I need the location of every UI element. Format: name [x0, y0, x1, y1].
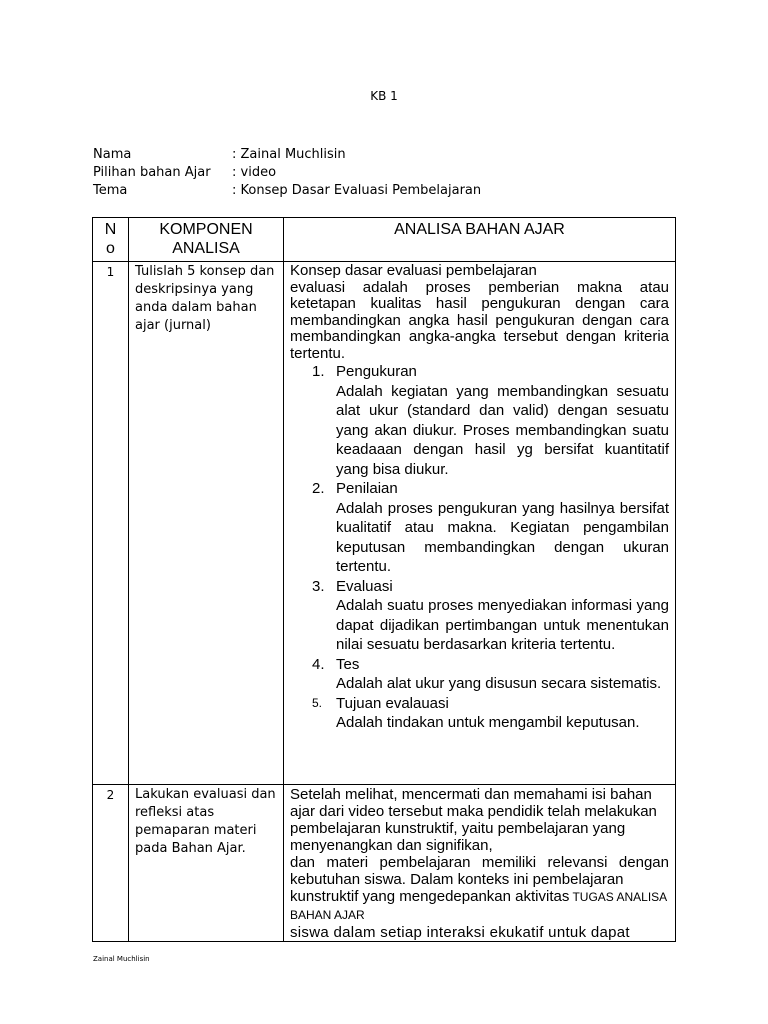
info-row-nama — [93, 146, 481, 164]
item-number: 1. — [312, 363, 325, 380]
item-description: Adalah proses pengukuran yang hasilnya bersifat kualitatif atau makna. Kegiatan pengambilan keputusan membandingkan dengan ukuran tertentu. — [336, 499, 669, 575]
analisa-paragraph-f: siswa dalam setiap interaksi ekukatif untuk dapat — [290, 924, 630, 941]
info-value: : Zainal Muchlisin — [232, 147, 346, 162]
header-komponen-line2: ANALISA — [172, 240, 240, 257]
info-row-bahan-ajar — [93, 164, 481, 182]
analisa-paragraph-a: Setelah melihat, mencermati dan memahami isi bahan ajar dari video tersebut maka pendidik telah melakukan pembelajaran kunstruktif, yaitu pembelajaran yang menyenangkan dan signifikan, — [290, 786, 657, 854]
list-item — [290, 577, 669, 655]
concept-list — [290, 362, 669, 733]
item-title: Penilaian — [336, 480, 398, 497]
info-value: : video — [232, 165, 277, 180]
info-label: Pilihan bahan Ajar — [93, 165, 211, 180]
analisa-text-e: TUGAS ANALISA BAHAN AJAR — [290, 890, 667, 922]
item-title: Tes — [336, 655, 360, 673]
analisa-paragraph-c — [290, 888, 669, 924]
header-analisa: ANALISA BAHAN AJAR — [284, 218, 676, 262]
table-row — [93, 262, 676, 785]
list-item — [290, 479, 669, 577]
item-description: Adalah suatu proses menyediakan informasi yang dapat dijadikan pertimbangan untuk menentukan nilai sesuatu berdasarkan kriteria tertentu. — [336, 597, 669, 653]
analisa-title: Konsep dasar evaluasi pembelajaran — [290, 262, 537, 279]
header-no-line2: o — [106, 240, 115, 257]
header-komponen — [129, 218, 284, 262]
analisa-text-c: kunstruktif yang — [290, 888, 396, 905]
analysis-table — [92, 217, 676, 942]
header-no-line1: N — [104, 221, 117, 238]
info-block — [93, 146, 481, 200]
analisa-text-d: mengedepankan aktivitas — [395, 888, 570, 905]
item-description: Adalah tindakan untuk mengambil keputusan. — [336, 714, 640, 731]
item-description: Adalah kegiatan yang membandingkan sesuatu alat ukur (standard dan valid) dengan sesuatu yang akan diukur. Proses membandingkan suatu keadaaan dengan hasil yg bersifat kuantitatif yang bisa diukur. — [336, 382, 669, 478]
row-number: 1 — [93, 262, 129, 785]
page-footer: Zainal Muchlisin — [93, 955, 150, 963]
row-komponen: Lakukan evaluasi dan refleksi atas pemaparan materi pada Bahan Ajar. — [129, 785, 284, 942]
item-number: 3. — [312, 577, 325, 595]
list-item — [290, 655, 669, 694]
list-item — [290, 362, 669, 479]
item-description: Adalah alat ukur yang disusun secara sistematis. — [336, 675, 662, 692]
row-number: 2 — [93, 785, 129, 942]
header-komponen-line1: KOMPONEN — [159, 221, 253, 238]
info-row-tema — [93, 182, 481, 200]
info-value: : Konsep Dasar Evaluasi Pembelajaran — [232, 183, 482, 198]
info-label: Nama — [93, 147, 132, 162]
row-analisa — [284, 785, 676, 942]
item-number: 4. — [312, 655, 325, 673]
item-number: 2. — [312, 480, 325, 497]
info-label: Tema — [93, 183, 128, 198]
item-title: Tujuan evalauasi — [336, 694, 449, 712]
table-row — [93, 785, 676, 942]
analisa-paragraph-b: dan materi pembelajaran memiliki relevansi dengan kebutuhan siswa. Dalam konteks ini pembelajaran — [290, 854, 669, 888]
row-komponen: Tulislah 5 konsep dan deskripsinya yang anda dalam bahan ajar (jurnal) — [129, 262, 284, 785]
row-analisa — [284, 262, 676, 785]
item-number: 5. — [312, 695, 323, 710]
item-title: Evaluasi — [336, 577, 393, 595]
document-title: KB 1 — [370, 89, 398, 103]
header-no — [93, 218, 129, 262]
list-item — [290, 694, 669, 733]
table-header-row — [93, 218, 676, 262]
analisa-intro: evaluasi adalah proses pemberian makna atau ketetapan kualitas hasil pengukuran dengan cara membandingkan angka hasil pengukuran dengan cara membandingkan angka-angka tersebut dengan kriteria tertentu. — [290, 278, 669, 362]
item-title: Pengukuran — [336, 363, 417, 380]
